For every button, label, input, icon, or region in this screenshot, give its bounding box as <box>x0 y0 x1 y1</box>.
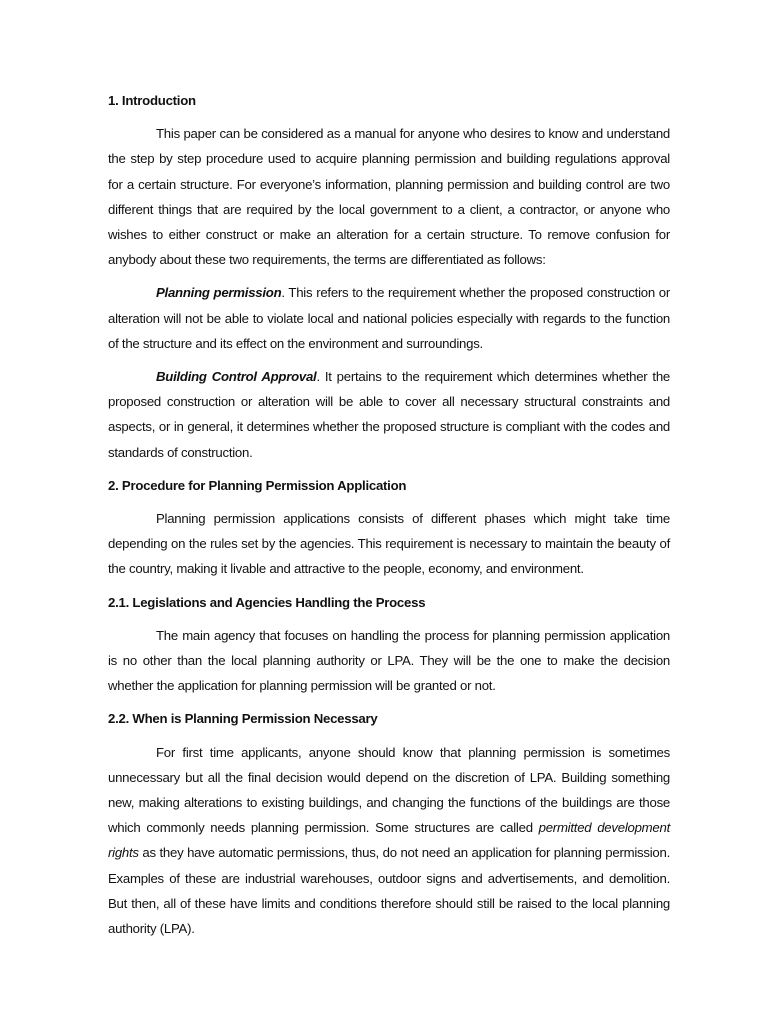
definition-text: . It pertains to the requirement which determines whether the proposed construction or alteration will be able to cover all necessary structural constraints and aspects, or in general, it determines whether the proposed structure is compliant with the codes and standards of construction. <box>108 369 670 460</box>
introduction-paragraph: This paper can be considered as a manual for anyone who desires to know and understand the step by step procedure used to acquire planning permission and building regulations approval for a certain structure. For everyone’s information, planning permission and building control are two different things that are required by the local government to a client, a contractor, or anyone who wishes to either construct or make an alteration for a certain structure. To remove confusion for anybody about these two requirements, the terms are differentiated as follows: <box>108 126 670 268</box>
definition-text: . This refers to the requirement whether the proposed construction or alteration will not be able to violate local and national policies especially with regards to the function of the structure and its effect on the environment and surroundings. <box>108 285 670 351</box>
document-page <box>108 88 670 941</box>
section-heading-when-necessary: 2.2. When is Planning Permission Necessary <box>108 711 378 727</box>
section-heading-legislations: 2.1. Legislations and Agencies Handling the Process <box>108 594 426 610</box>
paragraph-text: as they have automatic permissions, thus, do not need an application for planning permission. Examples of these are industrial warehouses, outdoor signs and advertisements, and demolition. But then, all of these have limits and conditions therefore should still be raised to the local planning authority (LPA). <box>108 845 670 937</box>
section-heading-procedure: 2. Procedure for Planning Permission Application <box>108 477 407 493</box>
paragraph-text: For first time applicants, anyone should know that planning permission is sometimes unnecessary but all the final decision would depend on the discretion of LPA. Building something new, making alterations to existing buildings, and changing the functions of the buildings are those which commonly needs planning permission. Some structures are called <box>108 744 670 836</box>
when-necessary-paragraph <box>108 740 670 942</box>
definition-building-control-approval <box>108 364 670 465</box>
definition-term: Planning permission <box>156 285 282 301</box>
procedure-paragraph: Planning permission applications consists of different phases which might take time depending on the rules set by the agencies. This requirement is necessary to maintain the beauty of the country, making it livable and attractive to the people, economy, and environment. <box>108 511 670 577</box>
section-heading-introduction: 1. Introduction <box>108 93 196 108</box>
italic-term: permitted development rights <box>108 820 670 861</box>
legislations-paragraph: The main agency that focuses on handling the process for planning permission application is no other than the local planning authority or LPA. They will be the one to make the decision whether the application for planning permission will be granted or not. <box>108 627 670 694</box>
definition-term: Building Control Approval <box>156 369 317 385</box>
definition-planning-permission <box>108 280 670 356</box>
